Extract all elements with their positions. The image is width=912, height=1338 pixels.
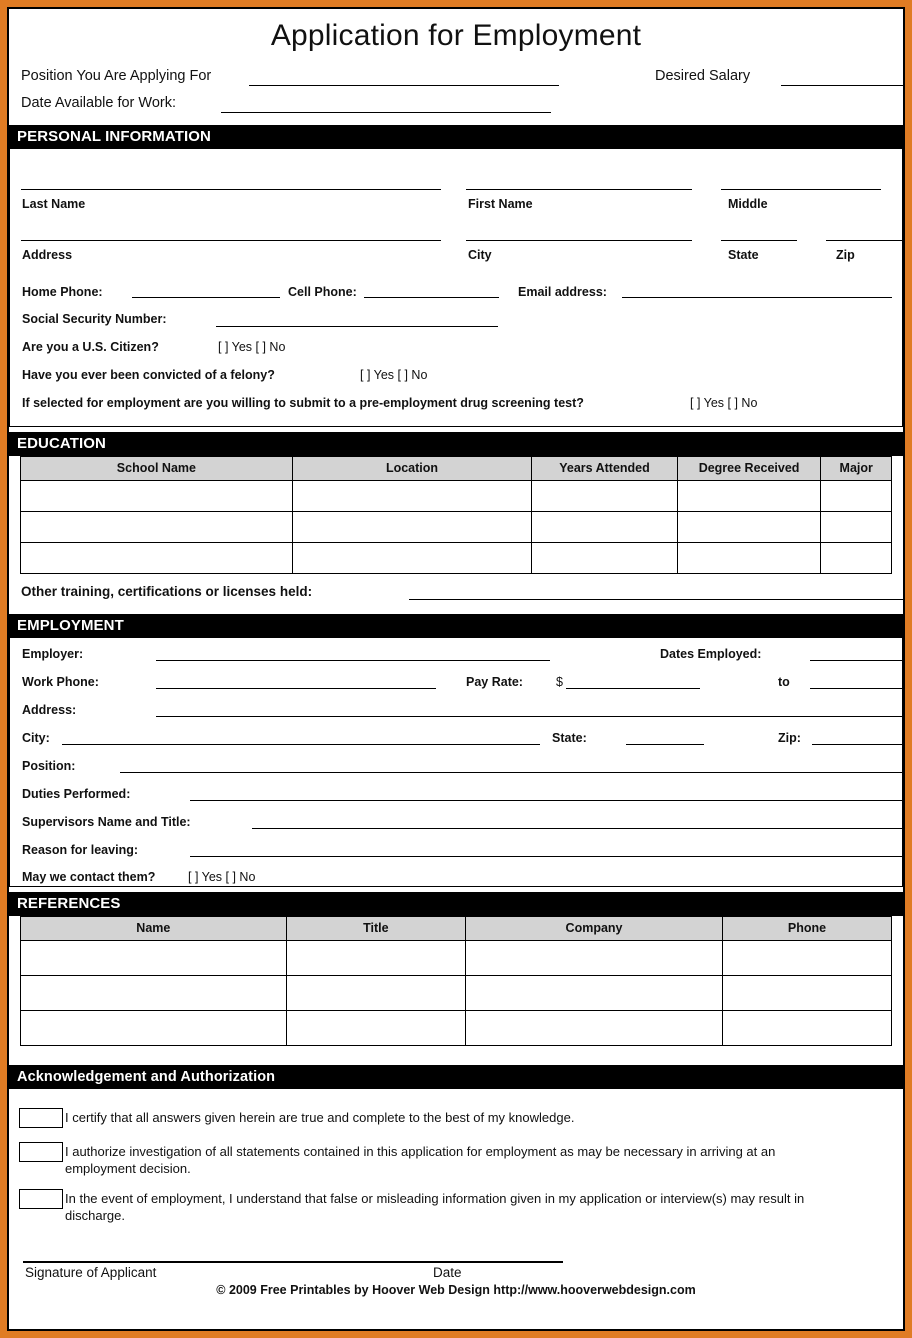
acknowledge-text-discharge: In the event of employment, I understand that false or misleading information given in my application or interview(s) may result in discharge. [65, 1190, 805, 1223]
references-cell-phone[interactable] [723, 975, 892, 1010]
references-col-phone: Phone [723, 916, 892, 940]
section-bar-employment: EMPLOYMENT [9, 614, 903, 638]
reason-for-leaving-input[interactable] [190, 856, 902, 857]
references-cell-company[interactable] [466, 1010, 723, 1045]
work-phone-label: Work Phone: [22, 674, 99, 689]
education-col-years-attended: Years Attended [532, 456, 677, 480]
duties-performed-label: Duties Performed: [22, 786, 131, 801]
section-bar-personal-information: PERSONAL INFORMATION [9, 125, 903, 149]
references-col-company: Company [466, 916, 723, 940]
references-table [20, 916, 892, 1046]
supervisor-name-title-input[interactable] [252, 828, 902, 829]
first-name-input[interactable] [466, 189, 692, 190]
employment-state-input[interactable] [626, 744, 704, 745]
drug-screen-yes-no-checkboxes[interactable]: [ ] Yes [ ] No [690, 395, 758, 410]
address-input[interactable] [21, 240, 441, 241]
education-cell-location[interactable] [292, 511, 532, 542]
education-col-school-name: School Name [21, 456, 293, 480]
email-address-input[interactable] [622, 297, 892, 298]
employment-zip-label: Zip: [778, 730, 801, 745]
dates-employed-to-label: to [778, 674, 790, 689]
table-row [21, 480, 892, 511]
references-cell-company[interactable] [466, 975, 723, 1010]
employer-label: Employer: [22, 646, 84, 661]
list-item [9, 1108, 903, 1132]
ssn-input[interactable] [216, 326, 498, 327]
supervisor-name-title-label: Supervisors Name and Title: [22, 814, 191, 829]
section-bar-references: REFERENCES [9, 892, 903, 916]
references-header-row [21, 916, 892, 940]
pay-rate-input[interactable] [566, 688, 700, 689]
position-applying-label: Position You Are Applying For [21, 67, 212, 84]
dates-employed-label: Dates Employed: [660, 646, 762, 661]
education-table-wrap [9, 456, 903, 574]
dates-employed-from-input[interactable] [810, 660, 902, 661]
education-cell-school-name[interactable] [21, 480, 293, 511]
date-available-row [9, 91, 903, 121]
page-title: Application for Employment [270, 19, 642, 52]
other-training-label: Other training, certifications or licenses held: [21, 583, 313, 599]
references-cell-title[interactable] [286, 975, 465, 1010]
address-label: Address [22, 247, 73, 262]
education-cell-major[interactable] [821, 542, 892, 573]
employment-panel [9, 638, 903, 887]
education-col-major: Major [821, 456, 892, 480]
employer-input[interactable] [156, 660, 550, 661]
education-cell-major[interactable] [821, 480, 892, 511]
references-cell-name[interactable] [21, 1010, 287, 1045]
position-applying-row [9, 64, 903, 91]
signature-of-applicant-label: Signature of Applicant [25, 1264, 157, 1280]
cell-phone-label: Cell Phone: [288, 284, 357, 299]
pay-rate-currency-symbol: $ [556, 674, 563, 689]
table-row [21, 1010, 892, 1045]
employment-city-input[interactable] [62, 744, 540, 745]
signature-line[interactable] [23, 1261, 563, 1263]
may-contact-question-label: May we contact them? [22, 869, 156, 884]
first-name-label: First Name [468, 196, 533, 211]
last-name-input[interactable] [21, 189, 441, 190]
education-cell-degree-received[interactable] [677, 511, 821, 542]
employment-city-label: City: [22, 730, 50, 745]
section-bar-acknowledgement: Acknowledgement and Authorization [9, 1065, 903, 1089]
pay-rate-label: Pay Rate: [466, 674, 523, 689]
last-name-label: Last Name [22, 196, 86, 211]
zip-input[interactable] [826, 240, 904, 241]
table-row [21, 940, 892, 975]
employment-position-label: Position: [22, 758, 76, 773]
date-available-input[interactable] [221, 112, 551, 113]
signature-date-label: Date [433, 1264, 462, 1280]
dates-employed-to-input[interactable] [810, 688, 902, 689]
education-cell-major[interactable] [821, 511, 892, 542]
list-item [9, 1189, 841, 1227]
desired-salary-input[interactable] [781, 85, 903, 86]
city-label: City [468, 247, 492, 262]
felony-question-label: Have you ever been convicted of a felony? [22, 367, 275, 382]
acknowledge-text-authorize: I authorize investigation of all statements contained in this application for employment as may be necessary in arriving at an employment decision. [65, 1143, 776, 1176]
acknowledge-checkbox-discharge[interactable] [19, 1189, 63, 1209]
email-address-label: Email address: [518, 284, 607, 299]
ssn-label: Social Security Number: [22, 311, 167, 326]
education-cell-location[interactable] [292, 480, 532, 511]
references-col-name: Name [21, 916, 287, 940]
position-applying-input[interactable] [249, 85, 559, 86]
work-phone-input[interactable] [156, 688, 436, 689]
acknowledge-checkbox-certify[interactable] [19, 1108, 63, 1128]
reason-for-leaving-label: Reason for leaving: [22, 842, 138, 857]
education-cell-years-attended[interactable] [532, 511, 677, 542]
references-cell-company[interactable] [466, 940, 723, 975]
references-cell-phone[interactable] [723, 1010, 892, 1045]
cell-phone-input[interactable] [364, 297, 499, 298]
education-cell-years-attended[interactable] [532, 480, 677, 511]
employment-zip-input[interactable] [812, 744, 902, 745]
references-cell-phone[interactable] [723, 940, 892, 975]
table-row [21, 975, 892, 1010]
may-contact-yes-no-checkboxes[interactable]: [ ] Yes [ ] No [188, 869, 256, 884]
form-content [9, 9, 903, 1329]
employment-state-label: State: [552, 730, 587, 745]
middle-name-label: Middle [728, 196, 768, 211]
felony-yes-no-checkboxes[interactable]: [ ] Yes [ ] No [360, 367, 428, 382]
middle-name-input[interactable] [721, 189, 881, 190]
footer-copyright: © 2009 Free Printables by Hoover Web Design http://www.hooverwebdesign.com [216, 1282, 696, 1297]
zip-label: Zip [836, 247, 855, 262]
signature-zone [9, 1227, 903, 1283]
education-cell-degree-received[interactable] [677, 542, 821, 573]
personal-information-panel [9, 149, 903, 427]
education-table [20, 456, 892, 574]
references-col-title: Title [286, 916, 465, 940]
duties-performed-input[interactable] [190, 800, 902, 801]
education-cell-location[interactable] [292, 542, 532, 573]
education-col-location: Location [292, 456, 532, 480]
references-cell-name[interactable] [21, 975, 287, 1010]
other-training-input[interactable] [409, 599, 903, 600]
education-header-row [21, 456, 892, 480]
drug-screen-question-label: If selected for employment are you willing to submit to a pre-employment drug screening test? [22, 395, 584, 410]
date-available-label: Date Available for Work: [21, 94, 177, 111]
references-table-wrap [9, 916, 903, 1046]
home-phone-input[interactable] [132, 297, 280, 298]
references-cell-name[interactable] [21, 940, 287, 975]
state-label: State [728, 247, 759, 262]
acknowledgement-list [9, 1089, 903, 1227]
table-row [21, 542, 892, 573]
home-phone-label: Home Phone: [22, 284, 103, 299]
other-training-row [9, 582, 903, 612]
table-row [21, 511, 892, 542]
acknowledge-checkbox-authorize[interactable] [19, 1142, 63, 1162]
education-col-degree-received: Degree Received [677, 456, 821, 480]
acknowledge-text-certify: I certify that all answers given herein are true and complete to the best of my knowledge. [65, 1109, 575, 1125]
city-input[interactable] [466, 240, 692, 241]
state-input[interactable] [721, 240, 797, 241]
section-bar-education: EDUCATION [9, 432, 903, 456]
education-cell-degree-received[interactable] [677, 480, 821, 511]
employment-position-input[interactable] [120, 772, 902, 773]
education-cell-years-attended[interactable] [532, 542, 677, 573]
list-item [9, 1142, 841, 1180]
employment-address-label: Address: [22, 702, 77, 717]
references-cell-title[interactable] [286, 1010, 465, 1045]
citizen-yes-no-checkboxes[interactable]: [ ] Yes [ ] No [218, 339, 286, 354]
education-cell-school-name[interactable] [21, 511, 293, 542]
citizen-question-label: Are you a U.S. Citizen? [22, 339, 159, 354]
references-cell-title[interactable] [286, 940, 465, 975]
employment-address-input[interactable] [156, 716, 902, 717]
desired-salary-label: Desired Salary [655, 67, 751, 84]
education-cell-school-name[interactable] [21, 542, 293, 573]
